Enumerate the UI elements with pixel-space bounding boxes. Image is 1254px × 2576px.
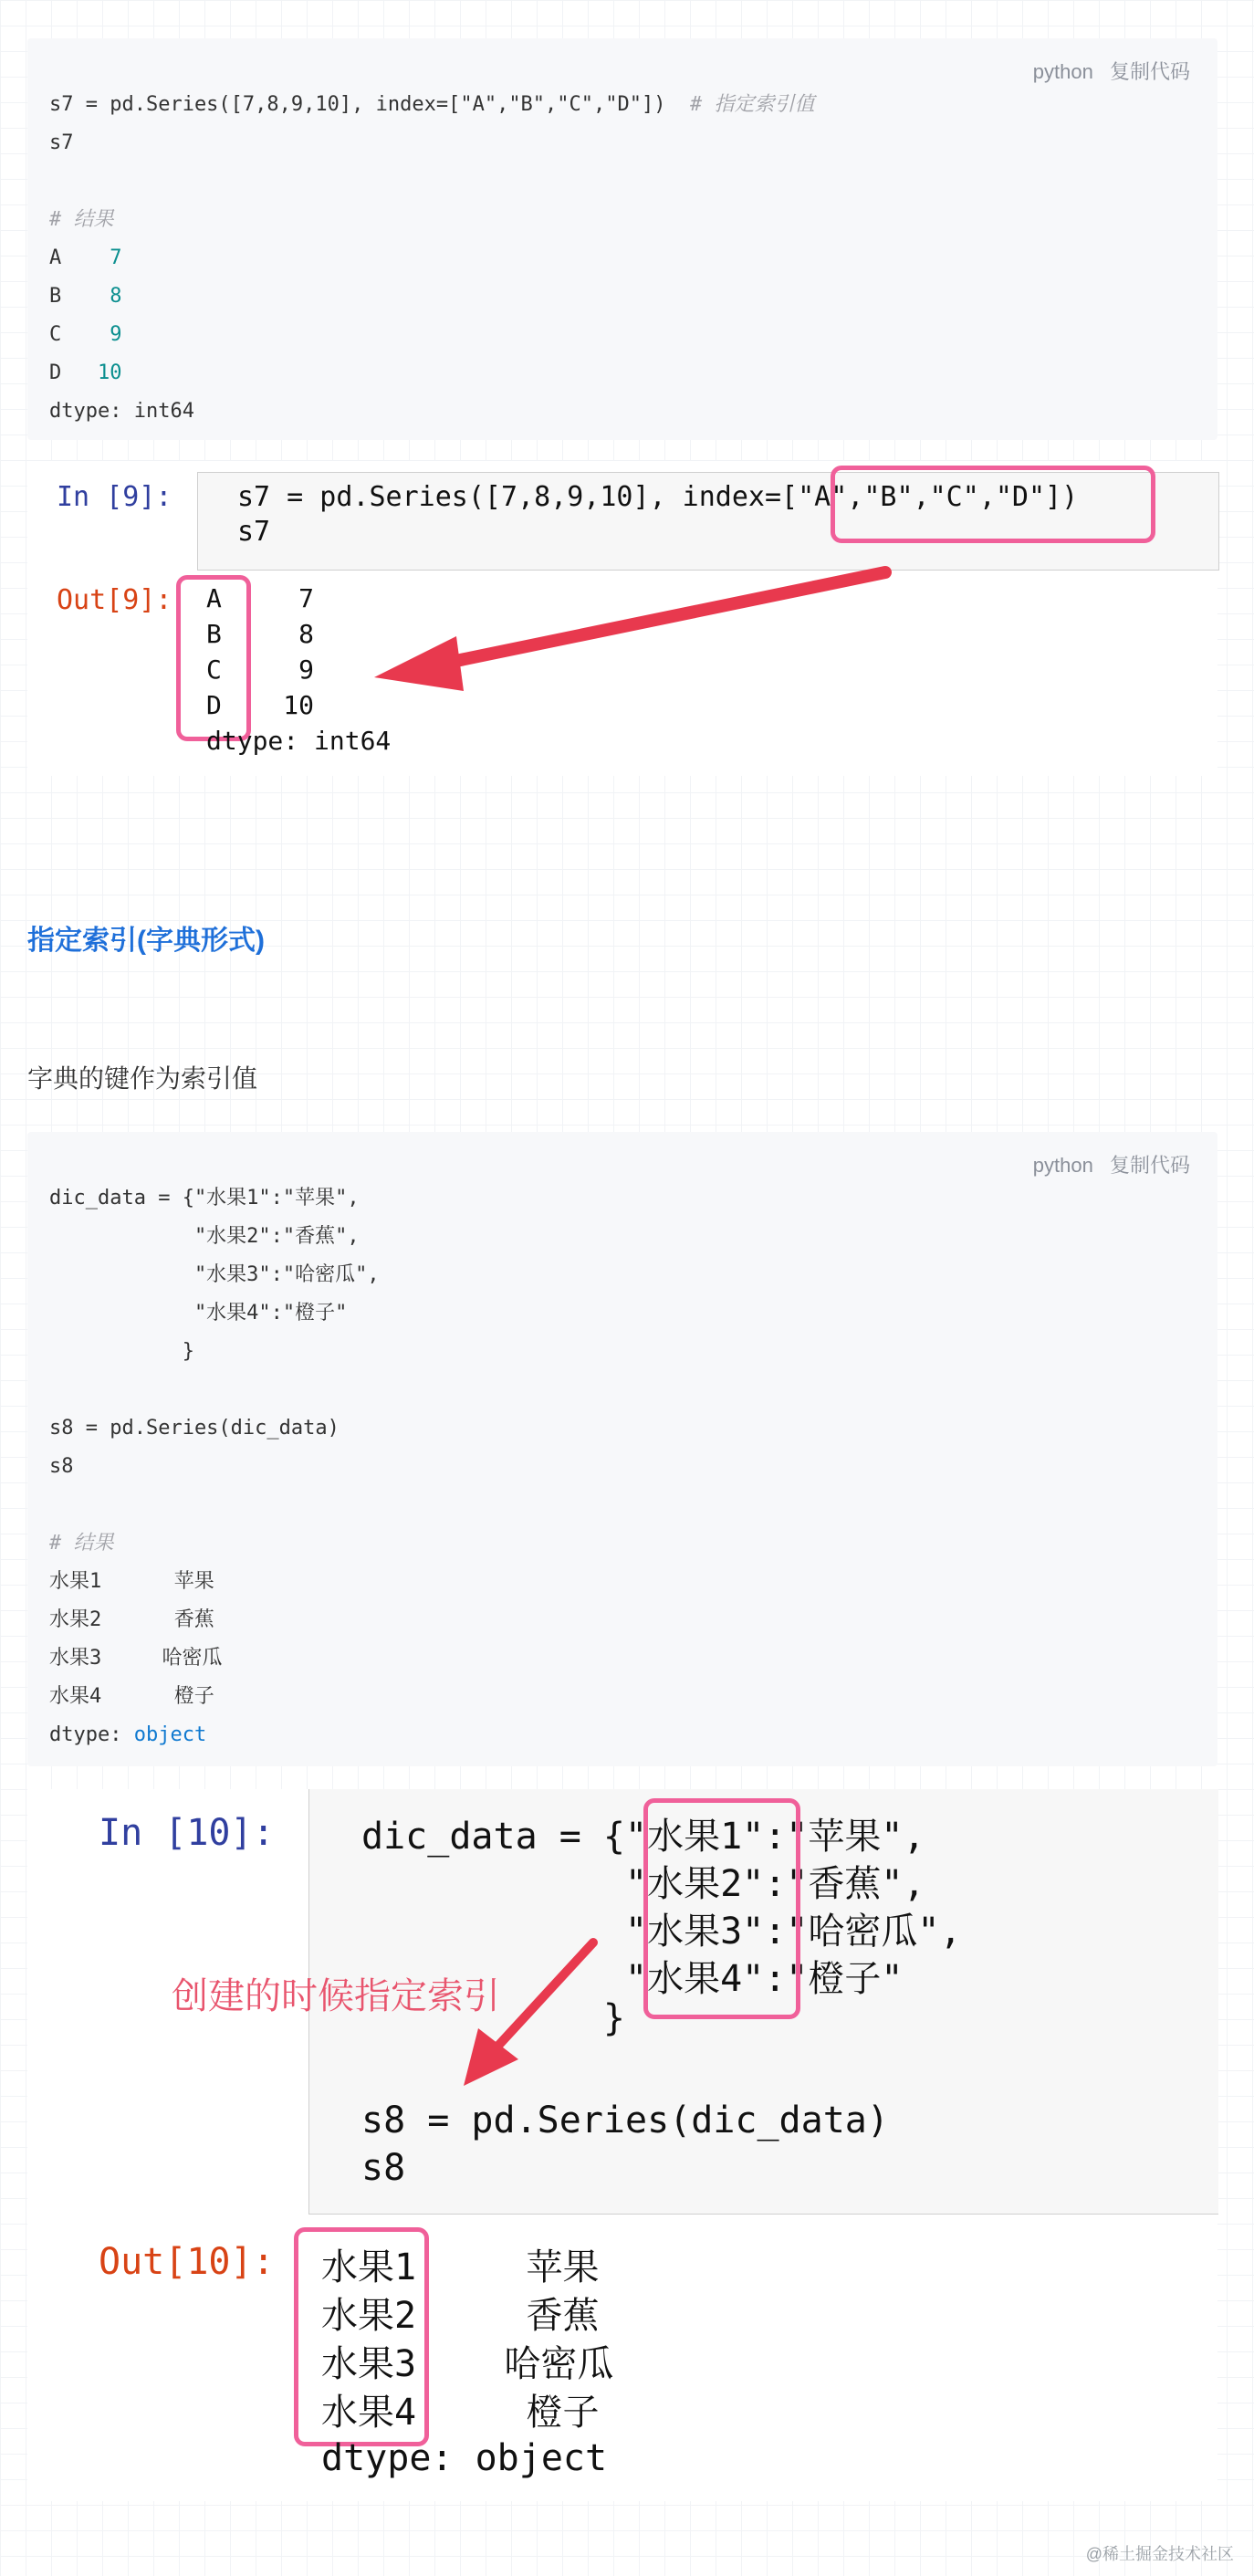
code-comment: # 指定索引值 <box>690 93 815 116</box>
input-line-7: s8 <box>361 2147 406 2189</box>
output-row: D 10 <box>206 690 315 720</box>
in-prompt: In [10]: <box>99 1812 275 1854</box>
out-prompt: Out[9]: <box>57 584 172 616</box>
annotation-text: 创建的时候指定索引 <box>172 1975 500 2017</box>
notebook-cell-2 <box>27 1789 1217 2501</box>
section-paragraph: 字典的键作为索引值 <box>27 1064 258 1093</box>
in-prompt: In [9]: <box>57 481 172 513</box>
input-line-1: dic_data = {"水果1":"苹果", <box>361 1816 925 1858</box>
output-row: 水果1 苹果 <box>321 2246 600 2288</box>
watermark: @稀土掘金技术社区 <box>1085 2545 1234 2563</box>
result-row: C 9 <box>49 323 122 346</box>
code-line: "水果4":"橙子" <box>49 1302 348 1325</box>
code-text: s7 = pd.Series([7,8,9,10], index=["A","B","C","D"]) <box>49 93 666 116</box>
output-row: B 8 <box>206 619 315 649</box>
output-row: C 9 <box>206 654 315 685</box>
result-row: 水果2 香蕉 <box>49 1608 214 1631</box>
out-prompt: Out[10]: <box>99 2241 275 2283</box>
result-row: 水果1 苹果 <box>49 1570 214 1593</box>
result-row: D 10 <box>49 361 122 384</box>
result-row: 水果4 橙子 <box>49 1685 214 1708</box>
input-line-2: s7 <box>237 516 271 548</box>
code-line: "水果3":"哈密瓜", <box>49 1263 380 1286</box>
output-row: 水果4 橙子 <box>321 2392 600 2434</box>
input-line-1: s7 = pd.Series([7,8,9,10], index=["A","B","C","D"]) <box>237 481 1079 513</box>
input-line-5: } <box>361 1997 625 2039</box>
code-comment: # 结果 <box>49 208 114 231</box>
code-line: dic_data = {"水果1":"苹果", <box>49 1187 360 1209</box>
result-dtype: dtype: int64 <box>49 400 194 423</box>
code-line: s7 <box>49 131 74 154</box>
input-line-3: "水果3":"哈密瓜", <box>361 1911 962 1953</box>
code-line: } <box>49 1340 194 1363</box>
arrow-icon <box>27 1789 1217 2501</box>
output-row: 水果3 哈密瓜 <box>321 2343 614 2385</box>
result-row: 水果3 哈密瓜 <box>49 1647 223 1670</box>
result-row: A 7 <box>49 246 122 269</box>
code-comment: # 结果 <box>49 1532 114 1555</box>
input-line-2: "水果2":"香蕉", <box>361 1863 925 1905</box>
arrow-icon <box>27 461 1217 776</box>
input-line-4: "水果4":"橙子" <box>361 1958 904 2000</box>
result-row: B 8 <box>49 285 122 308</box>
notebook-cell-1 <box>27 461 1217 776</box>
output-row: 水果2 香蕉 <box>321 2295 600 2337</box>
code-block-2 <box>27 1132 1217 1766</box>
result-dtype: dtype: object <box>49 1723 207 1746</box>
code-line: s8 = pd.Series(dic_data) <box>49 1417 340 1440</box>
code-lang-bar <box>1033 57 1190 85</box>
code-language: python <box>1032 60 1093 83</box>
section-title: 指定索引(字典形式) <box>27 926 265 956</box>
code-lang-bar <box>1033 1150 1190 1178</box>
copy-code-button[interactable]: 复制代码 <box>1109 60 1190 83</box>
code-language: python <box>1032 1154 1093 1177</box>
code-line: s8 <box>49 1455 74 1478</box>
copy-code-button[interactable]: 复制代码 <box>1109 1154 1190 1177</box>
output-row: A 7 <box>206 583 315 613</box>
input-line-6: s8 = pd.Series(dic_data) <box>361 2100 889 2141</box>
code-line: "水果2":"香蕉", <box>49 1225 360 1248</box>
output-dtype: dtype: object <box>321 2437 608 2479</box>
code-block-1 <box>27 38 1217 440</box>
code-line <box>49 86 815 124</box>
output-dtype: dtype: int64 <box>206 726 392 756</box>
